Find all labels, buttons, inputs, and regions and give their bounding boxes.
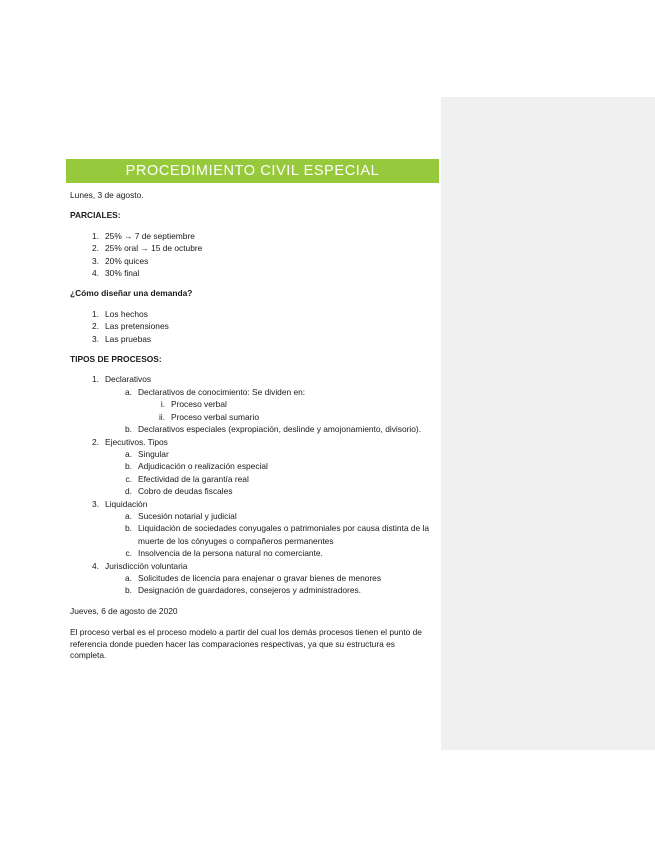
list-item: 2. 25% oral → 15 de octubre <box>92 243 203 254</box>
comment-pane <box>441 97 655 750</box>
list-item: ii. Proceso verbal sumario <box>158 411 259 422</box>
list-item: c. Insolvencia de la persona natural no comerciante. <box>125 548 323 559</box>
list-item: 1. 25% → 7 de septiembre <box>92 230 195 241</box>
parciales-heading: PARCIALES: <box>70 210 121 221</box>
list-item: 3. Las pruebas <box>92 333 152 344</box>
page-title: PROCEDIMIENTO CIVIL ESPECIAL <box>125 163 380 179</box>
list-item: c. Efectividad de la garantía real <box>125 473 249 484</box>
list-item: b. Designación de guardadores, consejeros y administradores. <box>125 585 361 596</box>
list-item: a. Solicitudes de licencia para enajenar o gravar bienes de menores <box>125 572 382 583</box>
list-item: 2. Ejecutivos. Tipos <box>92 436 168 447</box>
tipos-heading: TIPOS DE PROCESOS: <box>70 354 162 365</box>
date-line: Lunes, 3 de agosto. <box>70 190 144 200</box>
list-item: 3. Liquidación <box>92 498 148 509</box>
demanda-heading: ¿Cómo diseñar una demanda? <box>70 288 193 299</box>
list-item: b. Declarativos especiales (expropiación, deslinde y amojonamiento, divisorio). <box>125 424 422 435</box>
date-line-2: Jueves, 6 de agosto de 2020 <box>70 605 178 616</box>
list-item: 4. 30% final <box>92 268 140 279</box>
demanda-list <box>70 308 432 345</box>
parciales-list <box>70 230 432 280</box>
document-body <box>70 189 432 661</box>
list-item: a. Declarativos de conocimiento: Se dividen en: <box>125 386 306 397</box>
list-item: a. Sucesión notarial y judicial <box>125 510 237 521</box>
list-item: b. Adjudicación o realización especial <box>125 461 268 472</box>
list-item: d. Cobro de deudas fiscales <box>125 486 233 497</box>
list-item: 4. Jurisdicción voluntaria <box>92 560 188 571</box>
list-item: 1. Declarativos <box>92 374 152 385</box>
list-item: b. Liquidación de sociedades conyugales o patrimoniales por causa distinta de la muerte de los cónyuges o compañeros permanentes <box>125 523 429 546</box>
title-banner <box>66 159 439 183</box>
list-item: a. Singular <box>125 448 169 459</box>
list-item: i. Proceso verbal <box>160 399 227 410</box>
list-item: 1. Los hechos <box>92 308 148 319</box>
tipos-list <box>70 373 432 596</box>
list-item: 3. 20% quices <box>92 255 149 266</box>
list-item: 2. Las pretensiones <box>92 321 169 332</box>
body-paragraph: El proceso verbal es el proceso modelo a partir del cual los demás procesos tienen el punto de referencia donde pueden hacer las comparaciones respectivas, ya que su estructura es completa. <box>70 627 422 660</box>
